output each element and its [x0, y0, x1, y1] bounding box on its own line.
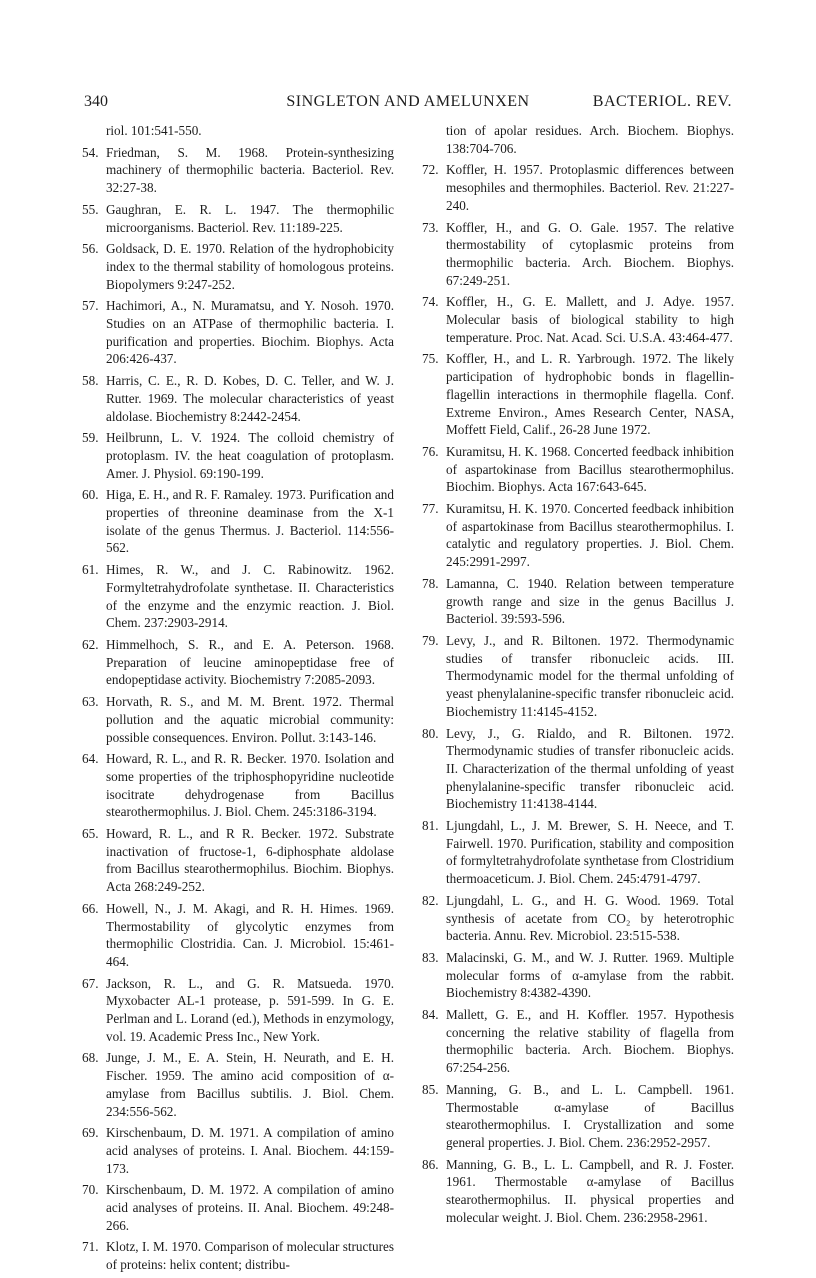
reference-continuation — [424, 122, 734, 157]
reference-entry — [84, 240, 394, 293]
reference-entry — [84, 201, 394, 236]
reference-entry — [424, 350, 734, 439]
reference-number: 67. — [82, 975, 99, 991]
reference-text: Klotz, I. M. 1970. Comparison of molecular structures of proteins: helix content; distribu- — [106, 1239, 394, 1273]
reference-text: Koffler, H., G. E. Mallett, and J. Adye. 1957. Molecular basis of biological stability to high temperature. Proc. Nat. Acad. Sci. U.S.A. 43:464-477. — [446, 294, 734, 345]
reference-number: 71. — [82, 1239, 99, 1255]
reference-number: 75. — [422, 351, 439, 367]
reference-entry — [84, 1049, 394, 1120]
reference-entry — [424, 500, 734, 571]
reference-entry — [84, 636, 394, 689]
reference-entry — [424, 632, 734, 721]
journal-abbreviation: BACTERIOL. REV. — [592, 93, 732, 110]
reference-text: Kuramitsu, H. K. 1970. Concerted feedback inhibition of aspartokinase from Bacillus stearothermophilus. I. catalytic and regulatory properties. J. Biol. Chem. 245:2991-2997. — [446, 501, 734, 570]
reference-number: 82. — [422, 892, 439, 908]
reference-number: 57. — [82, 298, 99, 314]
reference-number: 70. — [82, 1182, 99, 1198]
reference-entry — [84, 693, 394, 746]
reference-text: Harris, C. E., R. D. Kobes, D. C. Teller, and W. J. Rutter. 1969. The molecular characteristics of yeast aldolase. Biochemistry 8:2442-2454. — [106, 373, 394, 424]
reference-text: Himmelhoch, S. R., and E. A. Peterson. 1968. Preparation of leucine aminopeptidase free of endopeptidase activity. Biochemistry 7:2085-2093. — [106, 636, 394, 688]
running-title: SINGLETON AND AMELUNXEN — [286, 93, 530, 110]
reference-number: 84. — [422, 1007, 439, 1023]
reference-text: Ljungdahl, L. G., and H. G. Wood. 1969. Total synthesis of acetate from CO₂ by heterotrophic bacteria. Annu. Rev. Microbiol. 23:515-538. — [446, 892, 734, 944]
reference-text: Levy, J., and R. Biltonen. 1972. Thermodynamic studies of transfer ribonucleic acids. III. Thermodynamic model for the thermal unfolding of yeast phenylalanine-specific transfer ribonucleic acid. Biochemistry 11:4145-4152. — [446, 632, 734, 719]
reference-text: Koffler, H. 1957. Protoplasmic differences between mesophiles and thermophiles. Bacteriol. Rev. 21:227-240. — [446, 162, 734, 213]
reference-number: 58. — [82, 373, 99, 389]
reference-text: Lamanna, C. 1940. Relation between temperature growth range and size in the genus Bacillus J. Bacteriol. 39:593-596. — [446, 575, 734, 627]
reference-entry — [424, 161, 734, 214]
reference-entry — [84, 1181, 394, 1234]
reference-number: 64. — [82, 751, 99, 767]
reference-text: Kuramitsu, H. K. 1968. Concerted feedback inhibition of aspartokinase from Bacillus stearothermophilus. Biochim. Biophys. Acta 167:643-645. — [446, 443, 734, 495]
reference-text: riol. 101:541-550. — [106, 123, 202, 138]
reference-text: Malacinski, G. M., and W. J. Rutter. 1969. Multiple molecular forms of α-amylase from the rabbit. Biochemistry 8:4382-4390. — [446, 949, 734, 1001]
reference-entry — [84, 750, 394, 821]
reference-entry — [424, 1156, 734, 1227]
reference-number: 83. — [422, 949, 439, 965]
page-header — [84, 93, 732, 117]
reference-number: 69. — [82, 1125, 99, 1141]
reference-number: 85. — [422, 1081, 439, 1097]
reference-number: 60. — [82, 487, 99, 503]
reference-entry — [424, 575, 734, 628]
reference-entry — [424, 1006, 734, 1077]
reference-text: Manning, G. B., and L. L. Campbell. 1961. Thermostable α-amylase of Bacillus stearothermophilus. I. Crystallization and some general properties. J. Biol. Chem. 236:2952-2957. — [446, 1081, 734, 1150]
left-reference-column — [84, 122, 394, 1278]
reference-entry — [84, 561, 394, 632]
reference-text: Goldsack, D. E. 1970. Relation of the hydrophobicity index to the thermal stability of homologous proteins. Biopolymers 9:247-252. — [106, 241, 394, 292]
reference-text: Manning, G. B., L. L. Campbell, and R. J. Foster. 1961. Thermostable α-amylase of Bacillus stearothermophilus. II. physical properties and molecular weight. J. Biol. Chem. 236:2958-2961. — [446, 1156, 734, 1225]
reference-text: Koffler, H., and G. O. Gale. 1957. The relative thermostability of cytoplasmic proteins from thermophilic bacteria. Arch. Biochem. Biophys. 67:249-251. — [446, 219, 734, 288]
reference-entry — [84, 975, 394, 1046]
reference-number: 80. — [422, 725, 439, 741]
reference-number: 62. — [82, 636, 99, 652]
reference-text: Howard, R. L., and R. R. Becker. 1970. Isolation and some properties of the triphosphopyridine nucleotide isocitrate dehydrogenase from Bacillus stearothermophilus. J. Biol. Chem. 245:3186-3194. — [106, 751, 394, 820]
reference-text: Mallett, G. E., and H. Koffler. 1957. Hypothesis concerning the relative stability of flagella from thermophilic bacteria. Arch. Biochem. Biophys. 67:254-256. — [446, 1007, 734, 1076]
reference-text: tion of apolar residues. Arch. Biochem. Biophys. 138:704-706. — [446, 123, 734, 156]
reference-number: 66. — [82, 900, 99, 916]
reference-number: 59. — [82, 430, 99, 446]
reference-text: Koffler, H., and L. R. Yarbrough. 1972. The likely participation of hydrophobic bonds in flagellin-flagellin interactions in thermophile flagella. Conf. Extreme Environ., Ames Research Center, NASA, Moffett Field, Calif., 26-28 June 1972. — [446, 351, 734, 438]
reference-entry — [84, 429, 394, 482]
reference-text: Himes, R. W., and J. C. Rabinowitz. 1962. Formyltetrahydrofolate synthetase. II. Characteristics of the enzyme and the enzymic reaction. J. Biol. Chem. 237:2903-2914. — [106, 562, 394, 631]
reference-entry — [424, 725, 734, 814]
reference-entry — [424, 892, 734, 945]
reference-number: 63. — [82, 694, 99, 710]
reference-number: 86. — [422, 1156, 439, 1172]
reference-number: 79. — [422, 632, 439, 648]
reference-text: Howell, N., J. M. Akagi, and R. H. Himes. 1969. Thermostability of glycolytic enzymes from thermophilic Clostridia. Can. J. Microbiol. 15:461-464. — [106, 900, 394, 969]
reference-text: Heilbrunn, L. V. 1924. The colloid chemistry of protoplasm. IV. the heat coagulation of protoplasm. Amer. J. Physiol. 69:190-199. — [106, 430, 394, 481]
reference-number: 77. — [422, 501, 439, 517]
reference-text: Friedman, S. M. 1968. Protein-synthesizing machinery of thermophilic bacteria. Bacteriol. Rev. 32:27-38. — [106, 144, 394, 196]
reference-number: 65. — [82, 826, 99, 842]
reference-text: Junge, J. M., E. A. Stein, H. Neurath, and E. H. Fischer. 1959. The amino acid composition of α-amylase from Bacillus subtilis. J. Biol. Chem. 234:556-562. — [106, 1050, 394, 1119]
reference-text: Howard, R. L., and R R. Becker. 1972. Substrate inactivation of fructose-1, 6-diphosphate aldolase from Bacillus stearothermophilus. Biochim. Biophys. Acta 268:249-252. — [106, 826, 394, 895]
reference-entry — [84, 144, 394, 197]
reference-number: 54. — [82, 144, 99, 160]
reference-number: 56. — [82, 241, 99, 257]
page-number: 340 — [84, 93, 108, 110]
reference-text: Hachimori, A., N. Muramatsu, and Y. Nosoh. 1970. Studies on an ATPase of thermophilic bacteria. I. purification and properties. Biochim. Biophys. Acta 206:426-437. — [106, 298, 394, 367]
right-reference-column — [424, 122, 734, 1230]
reference-entry — [84, 486, 394, 557]
reference-entry — [84, 1124, 394, 1177]
reference-text: Jackson, R. L., and G. R. Matsueda. 1970. Myxobacter AL-1 protease, p. 591-599. In G. E. Perlman and L. Lorand (ed.), Methods in enzymology, vol. 19. Academic Press Inc., New York. — [106, 975, 394, 1044]
reference-number: 68. — [82, 1050, 99, 1066]
reference-entry — [424, 949, 734, 1002]
reference-entry — [84, 825, 394, 896]
reference-entry — [84, 900, 394, 971]
reference-entry — [84, 372, 394, 425]
reference-number: 72. — [422, 162, 439, 178]
reference-entry — [424, 817, 734, 888]
reference-number: 78. — [422, 575, 439, 591]
reference-text: Gaughran, E. R. L. 1947. The thermophilic microorganisms. Bacteriol. Rev. 11:189-225. — [106, 201, 394, 235]
reference-number: 81. — [422, 818, 439, 834]
reference-entry — [424, 293, 734, 346]
reference-text: Horvath, R. S., and M. M. Brent. 1972. Thermal pollution and the aquatic microbial community: possible consequences. Environ. Pollut. 3:143-146. — [106, 694, 394, 745]
reference-entry — [424, 1081, 734, 1152]
reference-entry — [84, 297, 394, 368]
reference-number: 74. — [422, 294, 439, 310]
reference-number: 55. — [82, 201, 99, 217]
reference-text: Higa, E. H., and R. F. Ramaley. 1973. Purification and properties of threonine deaminase from the X-1 isolate of the genus Thermus. J. Bacteriol. 114:556-562. — [106, 487, 394, 556]
reference-continuation — [84, 122, 394, 140]
reference-entry — [84, 1238, 394, 1273]
reference-entry — [424, 443, 734, 496]
reference-text: Kirschenbaum, D. M. 1972. A compilation of amino acid analyses of proteins. II. Anal. Biochem. 49:248-266. — [106, 1182, 394, 1233]
reference-text: Kirschenbaum, D. M. 1971. A compilation of amino acid analyses of proteins. I. Anal. Biochem. 44:159-173. — [106, 1125, 394, 1176]
reference-number: 76. — [422, 443, 439, 459]
reference-text: Levy, J., G. Rialdo, and R. Biltonen. 1972. Thermodynamic studies of transfer ribonucleic acids. II. Characterization of the thermal unfolding of yeast phenylalanine-specific transfer ribonucleic acid. Biochemistry 11:4138-4144. — [446, 725, 734, 812]
reference-number: 73. — [422, 219, 439, 235]
reference-entry — [424, 219, 734, 290]
reference-text: Ljungdahl, L., J. M. Brewer, S. H. Neece, and T. Fairwell. 1970. Purification, stability and composition of formyltetrahydrofolate synthetase from Clostridium thermoaceticum. J. Biol. Chem. 245:4791-4797. — [446, 818, 734, 887]
reference-number: 61. — [82, 562, 99, 578]
